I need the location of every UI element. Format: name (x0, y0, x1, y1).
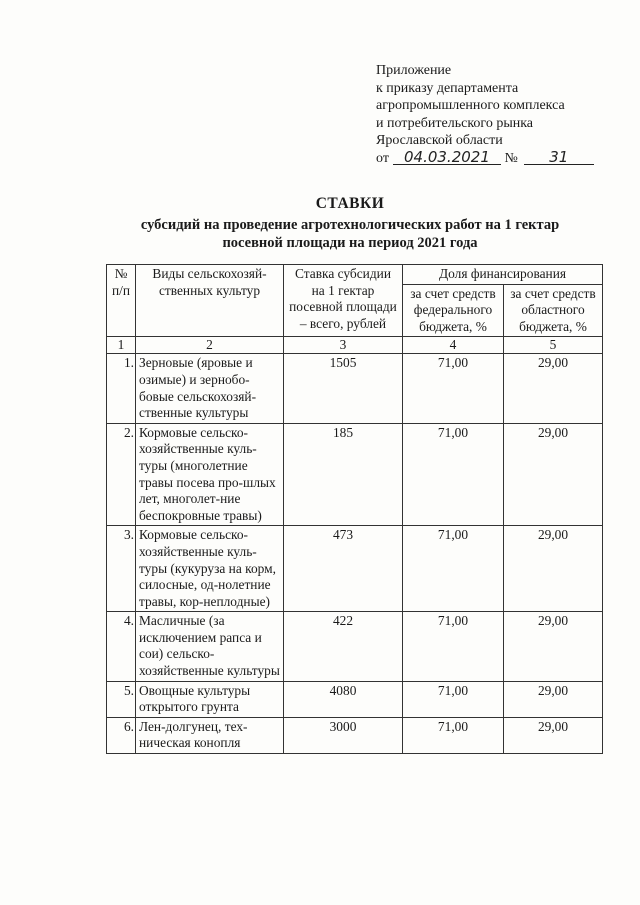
row-number: 1. (107, 354, 136, 423)
row-number: 5. (107, 681, 136, 717)
appendix-line: агропромышленного комплекса (376, 98, 565, 114)
header-regional: за счет средств областного бюджета, % (504, 284, 603, 337)
column-index: 3 (284, 337, 403, 354)
appendix-block (376, 62, 606, 168)
regional-share: 29,00 (504, 423, 603, 526)
header-federal: за счет средств федерального бюджета, % (403, 284, 504, 337)
subtitle-line: субсидий на проведение агротехнологических работ на 1 гектар (140, 217, 560, 233)
row-number: 4. (107, 612, 136, 681)
header-crop: Виды сельскохозяй-ственных культур (136, 265, 284, 337)
table-row (107, 612, 603, 681)
regional-share: 29,00 (504, 354, 603, 423)
federal-share: 71,00 (403, 526, 504, 612)
column-index: 4 (403, 337, 504, 354)
appendix-line: и потребительского рынка (376, 115, 534, 131)
rates-table (106, 264, 603, 754)
crop-name: Масличные (за исключением рапса и сои) сельско-хозяйственные культуры (136, 612, 284, 681)
subtitle-line: посевной площади на период 2021 года (222, 235, 478, 251)
rate-value: 422 (284, 612, 403, 681)
column-index: 2 (136, 337, 284, 354)
federal-share: 71,00 (403, 717, 504, 753)
handwritten-date: 04.03.2021 (393, 150, 501, 165)
rate-value: 1505 (284, 354, 403, 423)
table-row (107, 354, 603, 423)
header-num: № п/п (107, 265, 136, 337)
column-index: 5 (504, 337, 603, 354)
document-title: СТАВКИ (315, 195, 385, 212)
row-number: 6. (107, 717, 136, 753)
appendix-line: к приказу департамента (376, 80, 519, 96)
order-date-number-line (376, 147, 606, 168)
header-rate: Ставка субсидии на 1 гектар посевной площади – всего, рублей (284, 265, 403, 337)
table-row (107, 526, 603, 612)
federal-share: 71,00 (403, 612, 504, 681)
crop-name: Зерновые (яровые и озимые) и зернобо-бовые сельскохозяй-ственные культуры (136, 354, 284, 423)
handwritten-number: 31 (524, 150, 594, 165)
regional-share: 29,00 (504, 612, 603, 681)
federal-share: 71,00 (403, 354, 504, 423)
crop-name: Овощные культуры открытого грунта (136, 681, 284, 717)
appendix-line: Ярославской области (376, 133, 503, 149)
crop-name: Кормовые сельско-хозяйственные куль-туры (многолетние травы посева про-шлых лет, многолет-ние беспокровные травы) (136, 423, 284, 526)
table-row (107, 681, 603, 717)
federal-share: 71,00 (403, 423, 504, 526)
row-number: 3. (107, 526, 136, 612)
crop-name: Кормовые сельско-хозяйственные куль-туры (кукуруза на корм, силосные, од-нолетние травы, кор-неплодные) (136, 526, 284, 612)
appendix-line: Приложение (376, 63, 452, 78)
header-share: Доля финансирования (403, 265, 603, 285)
document-subtitle (100, 216, 600, 252)
table-row (107, 423, 603, 526)
rate-value: 185 (284, 423, 403, 526)
from-label: от (376, 150, 389, 166)
column-index-row (107, 337, 603, 354)
table-row (107, 717, 603, 753)
federal-share: 71,00 (403, 681, 504, 717)
number-label: № (504, 150, 518, 166)
regional-share: 29,00 (504, 681, 603, 717)
regional-share: 29,00 (504, 526, 603, 612)
column-index: 1 (107, 337, 136, 354)
table-header-row (107, 265, 603, 285)
crop-name: Лен-долгунец, тех-ническая конопля (136, 717, 284, 753)
rate-value: 3000 (284, 717, 403, 753)
row-number: 2. (107, 423, 136, 526)
rate-value: 4080 (284, 681, 403, 717)
rate-value: 473 (284, 526, 403, 612)
regional-share: 29,00 (504, 717, 603, 753)
